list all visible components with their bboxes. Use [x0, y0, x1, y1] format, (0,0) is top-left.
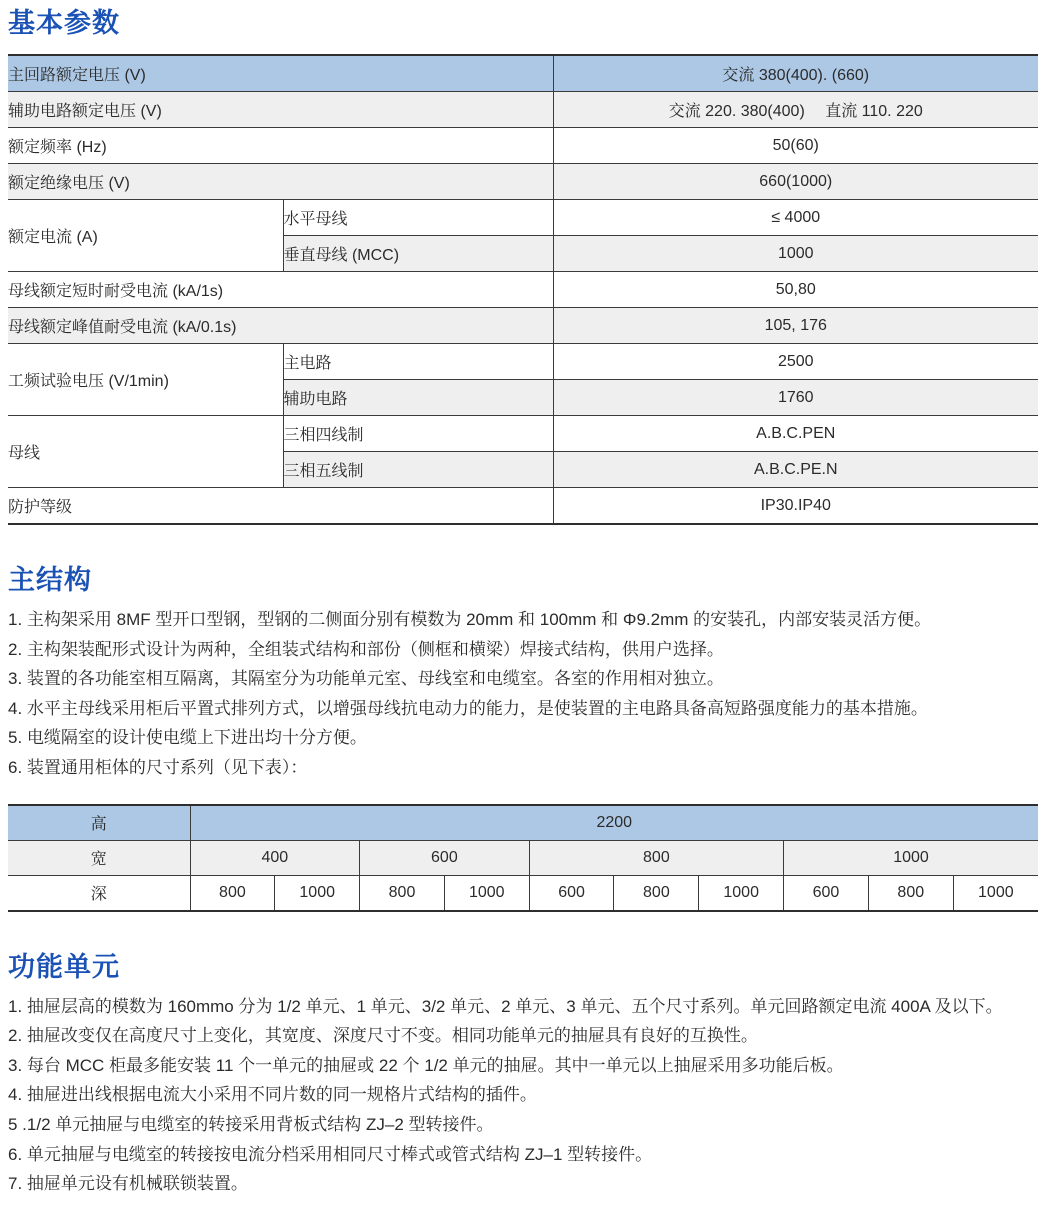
dimension-value-cell: 800 [360, 875, 445, 911]
table-row [8, 128, 1038, 164]
section-title-functional-unit: 功能单元 [8, 951, 120, 982]
list-item: 7. 抽屉单元设有机械联锁装置。 [8, 1174, 248, 1194]
table-row [8, 805, 1038, 841]
main-structure-list [8, 605, 1038, 783]
dimension-value-cell: 2200 [190, 805, 1038, 841]
list-item: 6. 装置通用柜体的尺寸系列（见下表）： [8, 757, 308, 777]
param-subname-cell: 三相四线制 [283, 416, 553, 452]
list-item: 1. 主构架采用 8MF 型开口型钢，型钢的二侧面分别有模数为 20mm 和 100mm 和 Φ9.2mm 的安装孔，内部安装灵活方便。 [8, 610, 932, 629]
list-item: 5 .1/2 单元抽屉与电缆室的转接采用背板式结构 ZJ–2 型转接件。 [8, 1114, 494, 1134]
dimension-value-cell: 1000 [444, 875, 529, 911]
table-row [8, 416, 1038, 452]
param-value-cell: ≤ 4000 [553, 200, 1038, 236]
param-subname-cell: 三相五线制 [283, 452, 553, 488]
table-row [8, 308, 1038, 344]
dimension-value-cell: 600 [529, 875, 614, 911]
dimension-value-cell: 1000 [275, 875, 360, 911]
param-name-cell: 额定频率 (Hz) [8, 128, 553, 164]
dimension-value-cell: 1000 [784, 840, 1038, 875]
dimension-value-cell: 1000 [699, 875, 784, 911]
table-row [8, 164, 1038, 200]
param-value-cell: 1760 [553, 380, 1038, 416]
dimension-label-cell: 深 [8, 875, 190, 911]
list-item: 4. 抽屉进出线根据电流大小采用不同片数的同一规格片式结构的插件。 [8, 1085, 537, 1105]
param-value-cell: 交流 380(400). (660) [553, 55, 1038, 92]
list-item: 2. 主构架装配形式设计为两种，全组装式结构和部份（侧框和横梁）焊接式结构，供用户选择。 [8, 639, 724, 659]
section-title-main-structure: 主结构 [8, 565, 92, 595]
param-name-cell: 额定绝缘电压 (V) [8, 164, 553, 200]
dimension-value-cell: 400 [190, 840, 360, 875]
param-value-cell: 50(60) [553, 128, 1038, 164]
table-row [8, 875, 1038, 911]
table-row [8, 92, 1038, 128]
dimension-value-cell: 600 [360, 840, 530, 875]
param-value-cell: 2500 [553, 344, 1038, 380]
table-row [8, 488, 1038, 525]
list-item: 3. 装置的各功能室相互隔离，其隔室分为功能单元室、母线室和电缆室。各室的作用相对独立。 [8, 669, 724, 689]
param-value-cell: IP30.IP40 [553, 488, 1038, 525]
dimension-value-cell: 800 [190, 875, 275, 911]
param-value-cell: 660(1000) [553, 164, 1038, 200]
dimension-value-cell: 800 [868, 875, 953, 911]
param-subname-cell: 主电路 [283, 344, 553, 380]
dimension-value-cell: 1000 [953, 875, 1038, 911]
param-value-cell: 50,80 [553, 272, 1038, 308]
dimension-value-cell: 600 [784, 875, 869, 911]
table-row [8, 200, 1038, 236]
basic-params-table [8, 54, 1038, 525]
functional-unit-list [8, 992, 1038, 1199]
param-group-cell: 工频试验电压 (V/1min) [8, 344, 283, 416]
list-item: 2. 抽屉改变仅在高度尺寸上变化，其宽度、深度尺寸不变。相同功能单元的抽屉具有良好的互换性。 [8, 1026, 758, 1046]
dimension-label-cell: 宽 [8, 840, 190, 875]
param-name-cell: 辅助电路额定电压 (V) [8, 92, 553, 128]
table-row [8, 272, 1038, 308]
param-name-cell: 防护等级 [8, 488, 553, 525]
table-row [8, 344, 1038, 380]
list-item: 6. 单元抽屉与电缆室的转接按电流分档采用相同尺寸棒式或管式结构 ZJ–1 型转接件。 [8, 1144, 653, 1164]
param-subname-cell: 垂直母线 (MCC) [283, 236, 553, 272]
param-value-cell: 交流 220. 380(400) 直流 110. 220 [553, 92, 1038, 128]
list-item: 4. 水平主母线采用柜后平置式排列方式，以增强母线抗电动力的能力，是使装置的主电路具备高短路强度能力的基本措施。 [8, 698, 928, 718]
table-row [8, 840, 1038, 875]
dimension-label-cell: 高 [8, 805, 190, 841]
cabinet-dimensions-table [8, 804, 1038, 912]
param-name-cell: 母线额定短时耐受电流 (kA/1s) [8, 272, 553, 308]
param-group-cell: 额定电流 (A) [8, 200, 283, 272]
dimension-value-cell: 800 [614, 875, 699, 911]
param-name-cell: 母线额定峰值耐受电流 (kA/0.1s) [8, 308, 553, 344]
param-subname-cell: 辅助电路 [283, 380, 553, 416]
param-name-cell: 主回路额定电压 (V) [8, 55, 553, 92]
list-item: 3. 每台 MCC 柜最多能安装 11 个一单元的抽屉或 22 个 1/2 单元的抽屉。其中一单元以上抽屉采用多功能后板。 [8, 1055, 844, 1075]
param-value-cell: A.B.C.PEN [553, 416, 1038, 452]
param-value-cell: 1000 [553, 236, 1038, 272]
param-subname-cell: 水平母线 [283, 200, 553, 236]
section-title-basic-params: 基本参数 [8, 8, 120, 38]
param-value-cell: 105, 176 [553, 308, 1038, 344]
table-row [8, 55, 1038, 92]
dimension-value-cell: 800 [529, 840, 783, 875]
param-value-cell: A.B.C.PE.N [553, 452, 1038, 488]
list-item: 5. 电缆隔室的设计使电缆上下进出均十分方便。 [8, 728, 367, 748]
list-item: 1. 抽屉层高的模数为 160mmo 分为 1/2 单元、1 单元、3/2 单元、2 单元、3 单元、五个尺寸系列。单元回路额定电流 400A 及以下。 [8, 996, 1003, 1016]
param-group-cell: 母线 [8, 416, 283, 488]
